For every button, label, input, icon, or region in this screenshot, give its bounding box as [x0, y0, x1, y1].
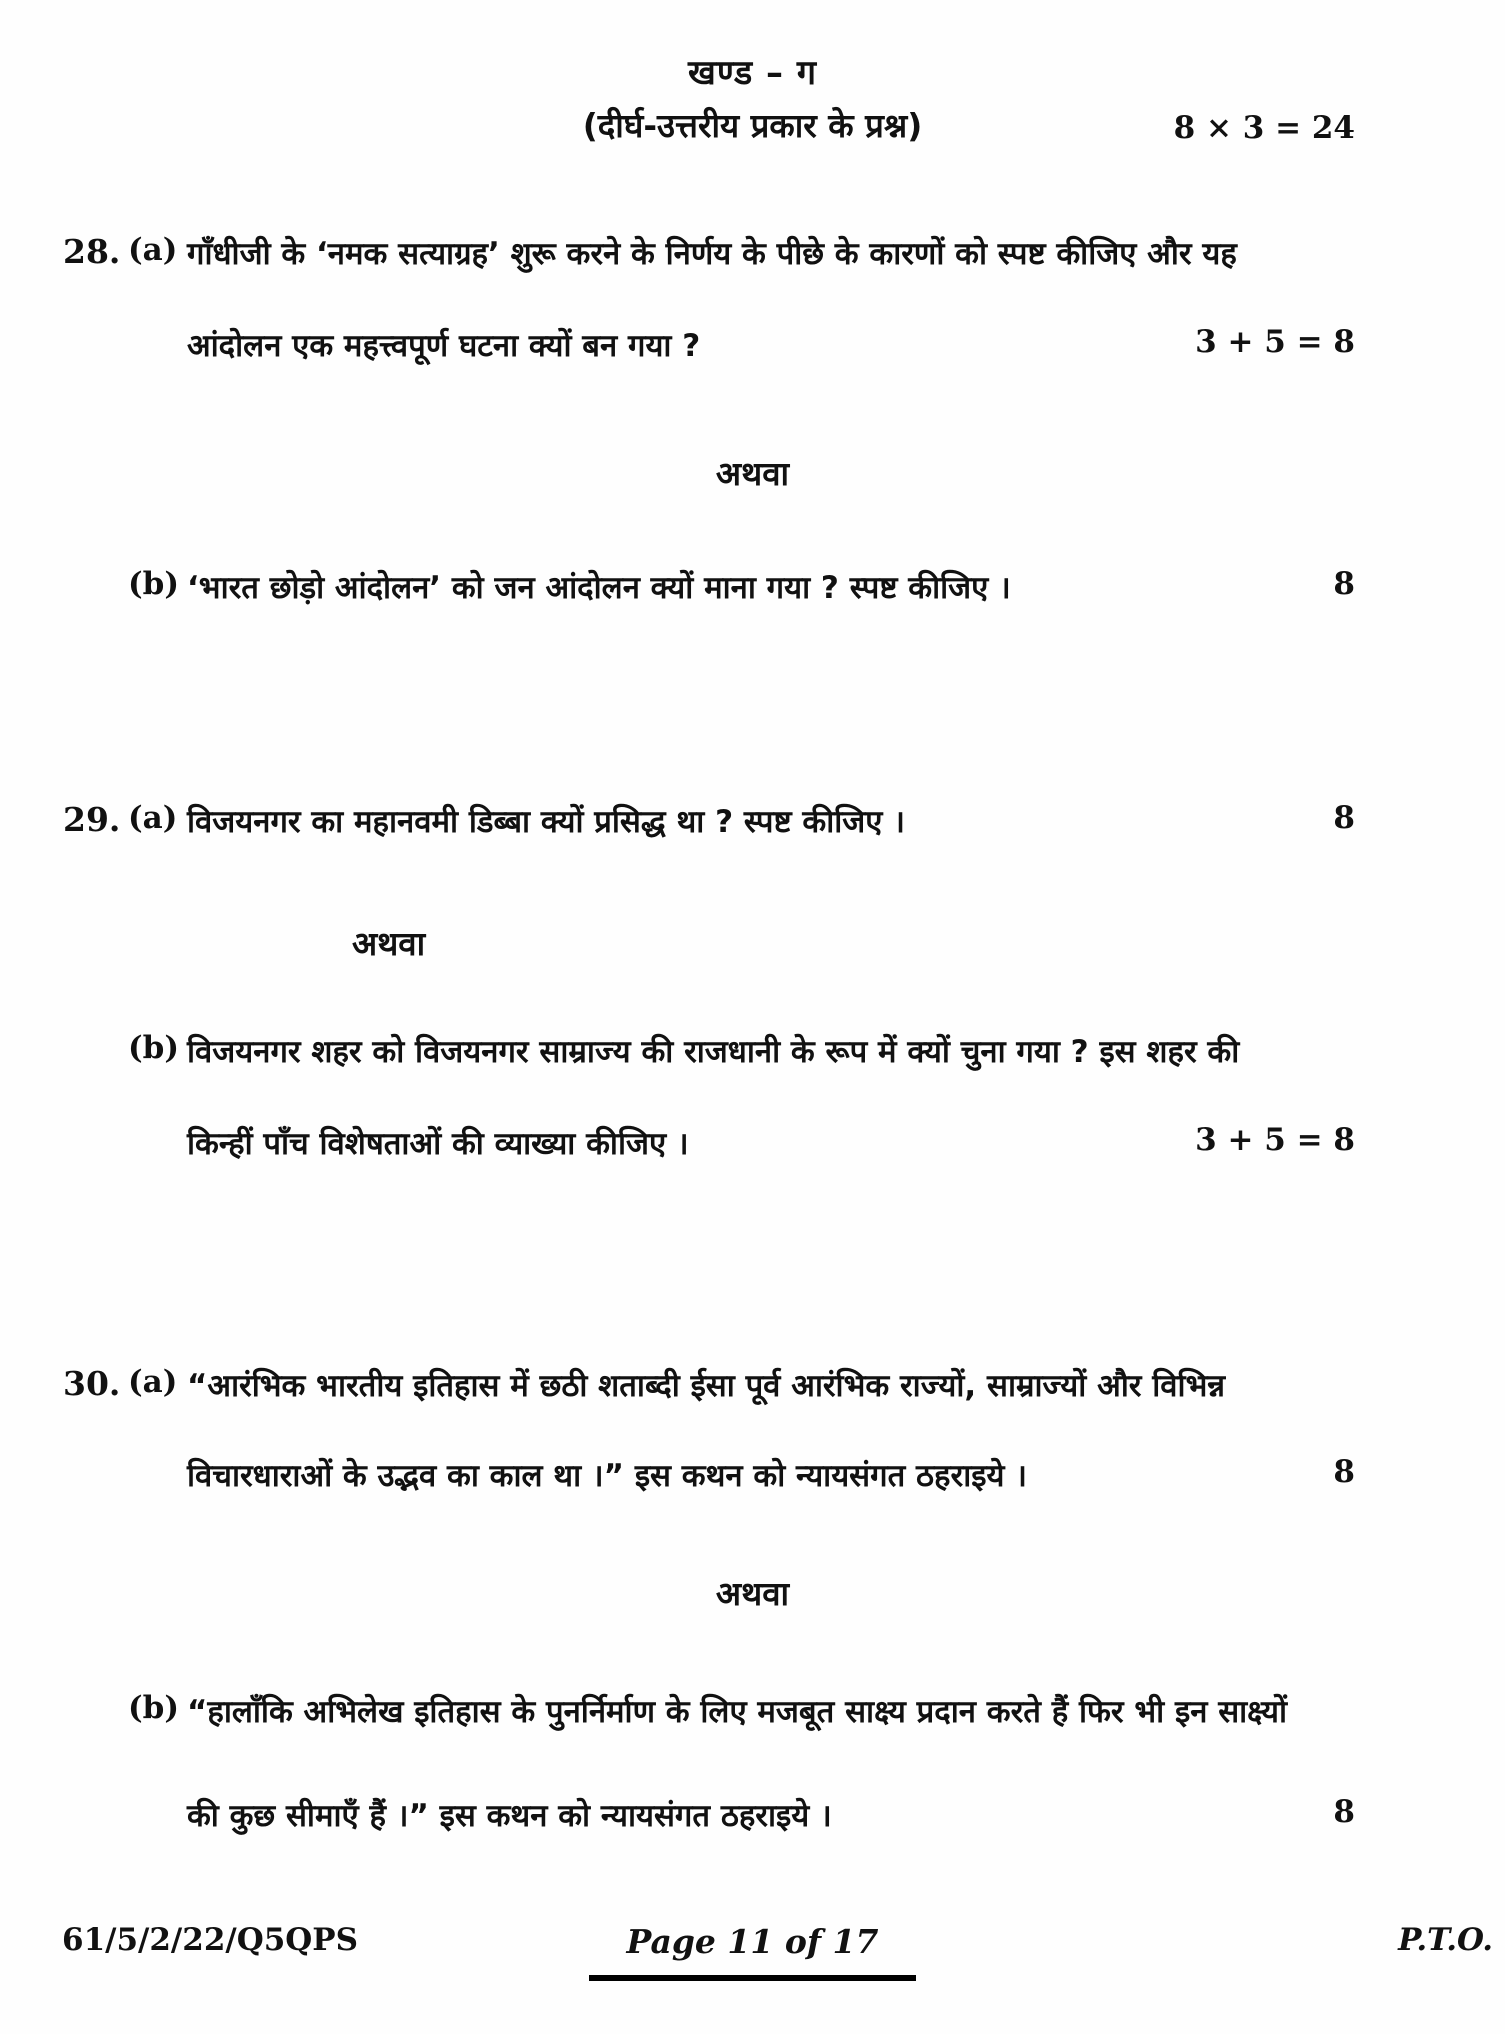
section-subtitle: (दीर्घ-उत्तरीय प्रकार के प्रश्न) — [582, 106, 923, 145]
marks-value: 8 — [1333, 800, 1355, 836]
section-header — [0, 48, 1505, 108]
question-text: विचारधाराओं के उद्भव का काल था ।” इस कथन को न्यायसंगत ठहराइये । — [187, 1458, 1027, 1494]
or-label: अथवा — [715, 1574, 790, 1613]
part-label: (b) — [128, 566, 180, 602]
or-label: अथवा — [715, 454, 790, 493]
part-label: (a) — [128, 232, 178, 268]
marks-value: 3 + 5 = 8 — [1195, 1122, 1355, 1158]
page-footer — [0, 1922, 1505, 2002]
marks-value: 8 — [1333, 566, 1355, 602]
part-label: (b) — [128, 1030, 180, 1066]
question-text: विजयनगर का महानवमी डिब्बा क्यों प्रसिद्ध था ? स्पष्ट कीजिए । — [187, 804, 905, 840]
question-text: किन्हीं पाँच विशेषताओं की व्याख्या कीजिए । — [187, 1126, 689, 1162]
question-29-part-b-line-2 — [0, 1122, 1505, 1182]
marks-value: 8 — [1333, 1454, 1355, 1490]
question-text: “आरंभिक भारतीय इतिहास में छठी शताब्दी ईसा पूर्व आरंभिक राज्यों, साम्राज्यों और विभिन्न — [187, 1368, 1226, 1404]
part-label: (a) — [128, 800, 178, 836]
question-number: 30. — [63, 1364, 121, 1403]
marks-value: 3 + 5 = 8 — [1195, 324, 1355, 360]
question-text: गाँधीजी के ‘नमक सत्याग्रह’ शुरू करने के निर्णय के पीछे के कारणों को स्पष्ट कीजिए और यह — [187, 236, 1237, 272]
or-separator — [0, 920, 1505, 980]
footer-page-number-wrap — [0, 1922, 1505, 1981]
question-30-part-b-line-1 — [0, 1690, 1505, 1750]
section-subheader — [0, 102, 1505, 162]
marks-value: 8 — [1333, 1794, 1355, 1830]
question-28-part-a-line-1 — [0, 232, 1505, 292]
footer-paper-code: 61/5/2/22/Q5QPS — [62, 1922, 358, 1958]
footer-pto-label: P.T.O. — [1398, 1922, 1493, 1958]
question-29-part-a-line-1 — [0, 800, 1505, 860]
question-30-part-a-line-1 — [0, 1364, 1505, 1424]
question-text: “हालाँकि अभिलेख इतिहास के पुनर्निर्माण के लिए मजबूत साक्ष्य प्रदान करते हैं फिर भी इन साक्ष्यों — [187, 1694, 1287, 1730]
or-separator — [0, 1570, 1505, 1630]
part-label: (a) — [128, 1364, 178, 1400]
question-28-part-a-line-2 — [0, 324, 1505, 384]
question-text: आंदोलन एक महत्त्वपूर्ण घटना क्यों बन गया ? — [187, 328, 701, 364]
question-number: 29. — [63, 800, 121, 839]
question-text: विजयनगर शहर को विजयनगर साम्राज्य की राजधानी के रूप में क्यों चुना गया ? इस शहर की — [187, 1034, 1240, 1070]
or-separator — [0, 450, 1505, 510]
part-label: (b) — [128, 1690, 180, 1726]
footer-page-number: Page 11 of 17 — [589, 1922, 917, 1981]
question-30-part-a-line-2 — [0, 1454, 1505, 1514]
or-label: अथवा — [352, 924, 426, 963]
question-28-part-b-line-1 — [0, 566, 1505, 626]
question-29-part-b-line-1 — [0, 1030, 1505, 1090]
question-text: की कुछ सीमाएँ हैं ।” इस कथन को न्यायसंगत ठहराइये । — [187, 1798, 832, 1834]
question-number: 28. — [63, 232, 121, 271]
question-30-part-b-line-2 — [0, 1794, 1505, 1854]
section-marks: 8 × 3 = 24 — [1173, 110, 1355, 146]
question-text: ‘भारत छोड़ो आंदोलन’ को जन आंदोलन क्यों माना गया ? स्पष्ट कीजिए । — [187, 570, 1011, 606]
section-title: खण्ड – ग — [688, 53, 817, 93]
